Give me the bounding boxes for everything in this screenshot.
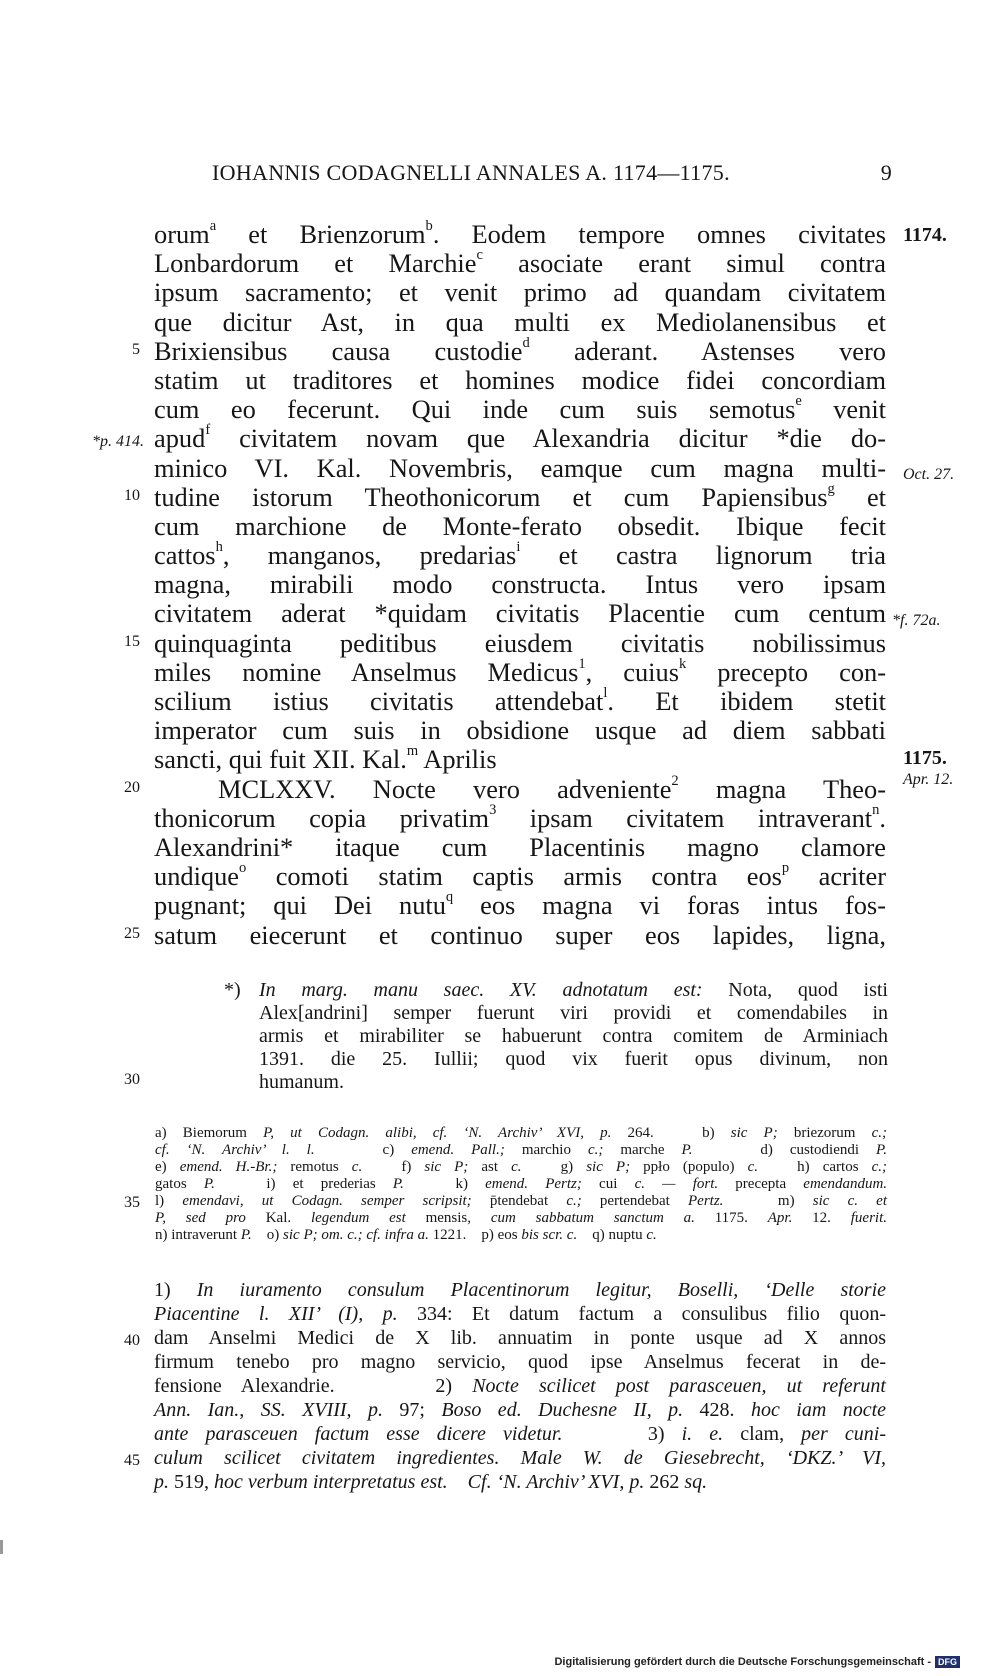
variant-note-line: a) Biemorum P, ut Codagn. alibi, cf. ‘N. Archiv’ XVI, p. 264. b) sic P; briezorum c.; — [155, 1125, 887, 1141]
variant-note-line: n) intraverunt P. o) sic P; om. c.; cf. infra a. 1221. p) eos bis scr. c. q) nuptu c. — [155, 1227, 657, 1243]
line-number: 45 — [124, 1452, 140, 1469]
line-number: 40 — [124, 1332, 140, 1349]
note-line: firmum tenebo pro magno servicio, quod ipse Anselmus fecerat in de- — [154, 1351, 886, 1373]
variant-note-line: e) emend. H.-Br.; remotus c. f) sic P; ast c. g) sic P; ppło (populo) c. h) cartos c.; — [155, 1159, 888, 1175]
line-number: 35 — [124, 1194, 140, 1211]
footnote-line: In marg. manu saec. XV. adnotatum est: Nota, quod isti — [259, 979, 888, 1001]
text-line: undique$^o$ comoti statim captis armis contra eos$^p$ acriter — [154, 860, 886, 892]
footnote-line: 1391. die 25. Iullii; quod vix fuerit opus divinum, non — [259, 1048, 888, 1070]
text-line: pugnant; qui Dei nutu$^q$ eos magna vi foras intus fos- — [154, 889, 886, 921]
text-line: tudine istorum Theothonicorum et cum Papiensibus$^g$ et — [154, 480, 886, 512]
text-line: orum$^a$ et Brienzorum$^b$. Eodem tempore omnes civitates — [154, 217, 887, 249]
text-line: magna, mirabili modo constructa. Intus vero ipsam — [154, 569, 886, 600]
text-line: quinquaginta peditibus eiusdem civitatis nobilissimus — [154, 627, 886, 658]
digitization-credit — [554, 1656, 960, 1668]
text-line: ipsum sacramento; et venit primo ad quandam civitatem — [154, 277, 886, 308]
note-line: Piacentine l. XII’ (I), p. 334: Et datum factum a consulibus filio quon- — [154, 1303, 886, 1325]
margin-date-apr-12: Apr. 12. — [903, 771, 954, 788]
text-line: minico VI. Kal. Novembris, eamque cum magna multi- — [154, 452, 886, 483]
asterisk-footnote-body — [259, 979, 888, 1094]
footnote-line: Alex[andrini] semper fuerunt viri providi et comendabiles in — [259, 1002, 888, 1024]
text-line: imperator cum suis in obsidione usque ad diem sabbati — [154, 715, 886, 746]
text-line: sancti, qui fuit XII. Kal.$^m$ Aprilis — [154, 743, 497, 775]
asterisk-footnote — [224, 979, 888, 1094]
note-line: p. 519, hoc verbum interpretatus est. Cf. ‘N. Archiv’ XVI, p. 262 sq. — [154, 1471, 708, 1493]
asterisk-marker: *) — [224, 979, 241, 1001]
text-line: thonicorum copia privatim$^3$ ipsam civitatem intraverant$^n$. — [154, 801, 886, 833]
line-number: 20 — [124, 779, 140, 796]
variant-note-line: P, sed pro Kal. legendum est mensis, cum sabbatum sanctum a. 1175. Apr. 12. fuerit. — [155, 1210, 887, 1226]
variant-notes — [155, 1125, 887, 1244]
page-number: 9 — [880, 160, 892, 185]
line-number: 15 — [124, 633, 140, 650]
variant-note-line: l) emendavi, ut Codagn. semper scripsit; p̄tendebat c.; pertendebat Pertz. m) sic c. et — [155, 1193, 888, 1209]
note-line: culum scilicet civitatem ingredientes. Male W. de Giesebrecht, ‘DKZ.’ VI, — [154, 1447, 886, 1469]
margin-page-ref: *p. 414. — [92, 433, 144, 450]
running-title: IOHANNIS CODAGNELLI ANNALES A. 1174—1175. — [212, 160, 730, 185]
text-line: Brixiensibus causa custodie$^d$ aderant. Astenses vero — [154, 334, 887, 366]
text-line: scilium istius civitatis attendebat$^l$. Et ibidem stetit — [154, 684, 886, 716]
text-line: statim ut traditores et homines modice fidei concordiam — [154, 364, 886, 395]
text-line: cattos$^h$, manganos, predarias$^i$ et castra lignorum tria — [154, 539, 886, 571]
text-line: Alexandrini* itaque cum Placentinis magno clamore — [154, 831, 886, 862]
note-line: ante parasceuen factum esse dicere videtur. 3) i. e. clam, per cuni- — [154, 1423, 886, 1445]
note-line: fensione Alexandrie. 2) Nocte scilicet post parasceuen, ut referunt — [154, 1375, 886, 1397]
line-number: 25 — [124, 925, 140, 942]
margin-year-1175: 1175. — [903, 747, 947, 769]
dfg-logo: DFG — [935, 1656, 960, 1668]
text-line: Lonbardorum et Marchie$^c$ asociate erant simul contra — [154, 247, 886, 279]
text-line: cum eo fecerunt. Qui inde cum suis semotus$^e$ venit — [154, 393, 886, 425]
margin-date-oct-27: Oct. 27. — [903, 466, 955, 483]
note-line: Ann. Ian., SS. XVIII, p. 97; Boso ed. Duchesne II, p. 428. hoc iam nocte — [154, 1399, 887, 1421]
line-number: 30 — [124, 1071, 140, 1088]
text-line: MCLXXV. Nocte vero adveniente$^2$ magna Theo- — [218, 772, 887, 804]
main-text — [154, 217, 887, 950]
note-line: 1) In iuramento consulum Placentinorum legitur, Boselli, ‘Delle storie — [154, 1279, 886, 1301]
credit-text: Digitalisierung gefördert durch die Deutsche Forschungsgemeinschaft - — [554, 1656, 931, 1668]
text-line: civitatem aderat *quidam civitatis Placentie cum centum — [154, 598, 886, 629]
variant-note-line: cf. ‘N. Archiv’ l. l. c) emend. Pall.; marchio c.; marche P. d) custodiendi P. — [155, 1142, 888, 1158]
margin-folio-ref: *f. 72a. — [892, 612, 941, 629]
scan-mark — [0, 1540, 3, 1554]
variant-note-line: gatos P. i) et prederias P. k) emend. Pertz; cui c. — fort. precepta emendandum. — [155, 1176, 888, 1192]
footnote-line: armis et mirabiliter se habuerunt contra comitem de Arminiach — [259, 1025, 888, 1047]
explanatory-notes — [154, 1278, 886, 1494]
line-number: 5 — [132, 341, 140, 358]
line-number: 10 — [124, 487, 140, 504]
note-line: dam Anselmi Medici de X lib. annuatim in ponte usque ad X annos — [154, 1327, 886, 1349]
running-header — [212, 160, 892, 186]
text-line: miles nomine Anselmus Medicus$^1$, cuius$^k$ precepto con- — [154, 655, 887, 687]
text-line: que dicitur Ast, in qua multi ex Mediolanensibus et — [154, 306, 886, 337]
text-line: cum marchione de Monte-ferato obsedit. Ibique fecit — [154, 510, 886, 541]
footnote-line: humanum. — [259, 1071, 344, 1093]
margin-year-1174: 1174. — [903, 224, 947, 246]
text-line: satum eiecerunt et continuo super eos lapides, ligna, — [154, 919, 886, 950]
text-line: apud$^f$ civitatem novam que Alexandria dicitur *die do- — [154, 422, 886, 454]
